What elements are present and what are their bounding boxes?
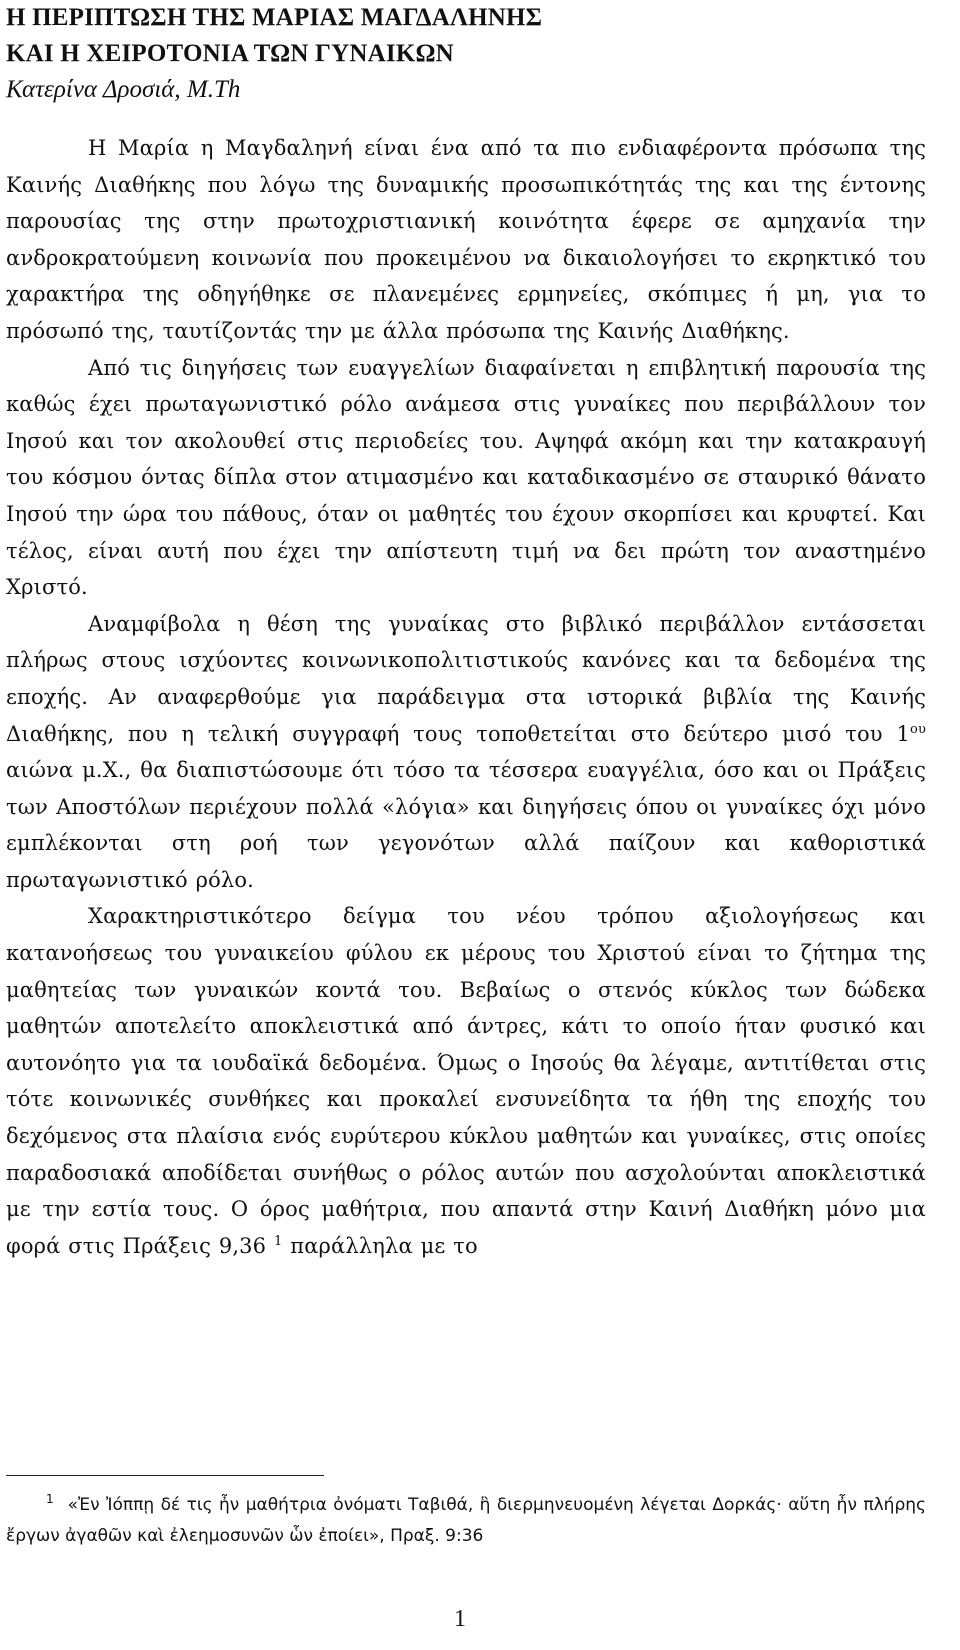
title-line-2: ΚΑΙ Η ΧΕΙΡΟΤΟΝΙΑ ΤΩΝ ΓΥΝΑΙΚΩΝ xyxy=(6,40,454,67)
footnote-separator xyxy=(6,1475,324,1476)
paragraph-3-text-after: αιώνα μ.Χ., θα διαπιστώσουμε ότι τόσο τα τέσσερα ευαγγέλια, όσο και οι Πράξεις των Αποστόλων περιέχουν πολλά «λόγια» και διηγήσεις όπου οι γυναίκες όχι μόνο εμπλέκονται στη ροή των γεγονότων αλλά παίζουν και καθοριστικά πρωταγωνιστικό ρόλο. xyxy=(6,758,926,892)
paragraph-3 xyxy=(6,606,926,899)
ordinal-superscript: ου xyxy=(909,721,926,737)
paragraph-4 xyxy=(6,898,926,1264)
paragraph-2: Από τις διηγήσεις των ευαγγελίων διαφαίνεται η επιβλητική παρουσία της καθώς έχει πρωταγωνιστικό ρόλο ανάμεσα στις γυναίκες που περιβάλλουν τον Ιησού και τον ακολουθεί στις περιοδείες του. Αψηφά ακόμη και την κατακραυγή του κόσμου όντας δίπλα στον ατιμασμένο και καταδικασμένο σε σταυρικό θάνατο Ιησού την ώρα του πάθους, όταν οι μαθητές του έχουν σκορπίσει και κρυφτεί. Και τέλος, είναι αυτή που έχει την απίστευτη τιμή να δει πρώτη τον αναστημένο Χριστό. xyxy=(6,355,926,600)
footnote xyxy=(6,1490,926,1552)
footnote-reference: 1 xyxy=(274,1233,283,1249)
footnote-mark: 1 xyxy=(46,1492,54,1507)
document-page xyxy=(6,0,926,1264)
page-number: 1 xyxy=(454,1606,466,1632)
title-line-1: Η ΠΕΡΙΠΤΩΣΗ ΤΗΣ ΜΑΡΙΑΣ ΜΑΓΔΑΛΗΝΗΣ xyxy=(6,4,543,31)
footnote-text: «Ἐν Ἰόππῃ δέ τις ἦν μαθήτρια ὀνόματι Ταβιθά, ἣ διερμηνευομένη λέγεται Δορκάς· αὕτη ἦν πλήρης ἔργων ἀγαθῶν καὶ ἐλεημοσυνῶν ὧν ἐποίει», Πραξ. 9:36 xyxy=(6,1495,926,1546)
paragraph-4-text-before: Χαρακτηριστικότερο δείγμα του νέου τρόπου αξιολογήσεως και κατανοήσεως του γυναικείου φύλου εκ μέρους του Χριστού είναι το ζήτημα της μαθητείας των γυναικών κοντά του. Βεβαίως ο στενός κύκλος των δώδεκα μαθητών αποτελείτο αποκλειστικά από άντρες, κάτι το οποίο ήταν φυσικό και αυτονόητο για τα ιουδαϊκά δεδομένα. Όμως ο Ιησούς θα λέγαμε, αντιτίθεται στις τότε κοινωνικές συνθήκες και προκαλεί ενσυνείδητα τα ήθη της εποχής του δεχόμενος στα πλαίσια ενός ευρύτερου κύκλου μαθητών και γυναίκες, στις οποίες παραδοσιακά αποδίδεται συνήθως ο ρόλος αυτών που ασχολούνται αποκλειστικά με την εστία τους. Ο όρος μαθήτρια, που απαντά στην Καινή Διαθήκη μόνο μια φορά στις Πράξεις 9,36 xyxy=(6,904,926,1258)
paragraph-1: Η Μαρία η Μαγδαληνή είναι ένα από τα πιο ενδιαφέροντα πρόσωπα της Καινής Διαθήκης που λόγω της δυναμικής προσωπικότητάς της και της έντονης παρουσίας της στην πρωτοχριστιανική κοινότητα έφερε σε αμηχανία την ανδροκρατούμενη κοινωνία που προκειμένου να δικαιολογήσει το εκρηκτικό του χαρακτήρα της οδηγήθηκε σε πλανεμένες ερμηνείες, σκόπιμες ή μη, για το πρόσωπό της, ταυτίζοντάς την με άλλα πρόσωπα της Καινής Διαθήκης. xyxy=(6,136,926,343)
paragraph-4-text-after: παράλληλα με το xyxy=(282,1233,478,1258)
author-line: Κατερίνα Δροσιά, M.Th xyxy=(6,76,241,103)
paragraph-3-text-before: Αναμφίβολα η θέση της γυναίκας στο βιβλικό περιβάλλον εντάσσεται πλήρως στους ισχύοντες κοινωνικοπολιτιστικούς κανόνες και τα δεδομένα της εποχής. Αν αναφερθούμε για παράδειγμα στα ιστορικά βιβλία της Καινής Διαθήκης, που η τελική συγγραφή τους τοποθετείται στο δεύτερο μισό του 1 xyxy=(6,611,926,746)
